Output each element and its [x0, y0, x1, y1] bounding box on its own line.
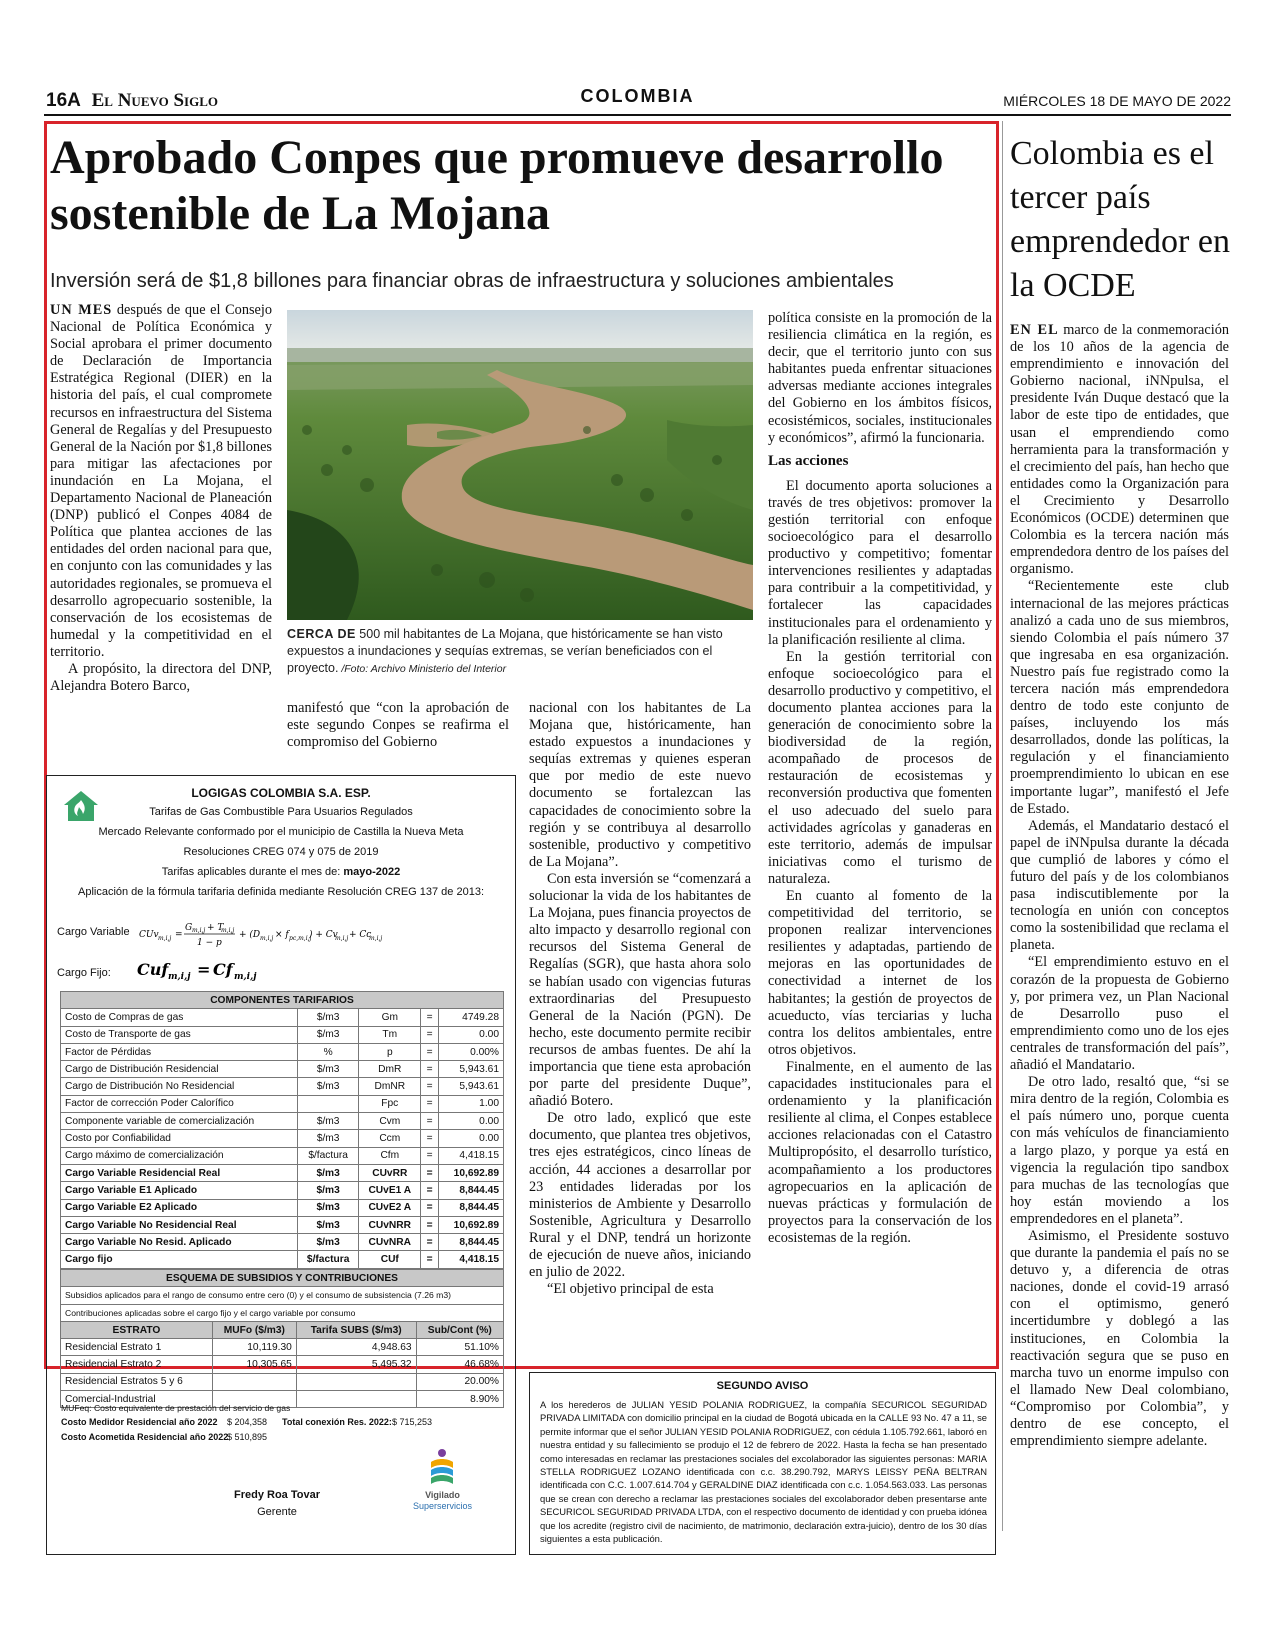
svg-text:m,i,j: m,i,j [168, 972, 191, 982]
component-symbol: CUvNRR [359, 1216, 421, 1233]
article-paragraph: política consiste en la promoción de la resiliencia climática en la región, es decir, que el territorio junto con sus habitantes pueda enfrentar situaciones adversas mediante acciones integrales del Gobierno en los ámbitos físicos, ecosistémicos, sociales, institucionales y económicos”, afirmó la funcionaria. [768, 310, 992, 446]
vigilado-text: Vigilado [425, 1490, 460, 1500]
component-row [61, 1182, 504, 1199]
article-paragraph: “El emprendimiento estuvo en el corazón de la propuesta de Gobierno y, por primera vez, un Plan Nacional de Desarrollo puso el emprendimiento como uno de los ejes centrales de transformación del país”, añadió el Mandatario. [1010, 954, 1229, 1074]
component-value: 4,418.15 [439, 1147, 504, 1164]
component-row [61, 1113, 504, 1130]
subsidies-note: Contribuciones aplicadas sobre el cargo fijo y el cargo variable por consumo [61, 1304, 504, 1321]
subsidies-cell: 5,495.32 [296, 1356, 416, 1373]
components-table [60, 991, 504, 1269]
cargo-variable-label: Cargo Variable [57, 926, 130, 938]
article-paragraph: “El objetivo principal de esta [547, 1281, 714, 1298]
component-row [61, 1026, 504, 1043]
subsidies-cell: Residencial Estrato 2 [61, 1356, 213, 1373]
component-value: 5,943.61 [439, 1078, 504, 1095]
component-name: Cargo de Distribución No Residencial [61, 1078, 298, 1095]
cargo-fijo-formula [137, 956, 287, 989]
component-unit: $/m3 [297, 1130, 359, 1147]
subsidies-column-header: Sub/Cont (%) [416, 1321, 503, 1338]
component-row [61, 1164, 504, 1181]
component-name: Cargo Variable Residencial Real [61, 1164, 298, 1181]
component-equals: = [421, 1164, 439, 1181]
component-name: Cargo Variable E1 Aplicado [61, 1182, 298, 1199]
subsidies-table [60, 1269, 504, 1408]
cargo-variable-formula [139, 916, 389, 957]
component-value: 10,692.89 [439, 1216, 504, 1233]
component-symbol: Tm [359, 1026, 421, 1043]
component-symbol: CUvE2 A [359, 1199, 421, 1216]
article-paragraph: Asimismo, el Presidente sostuvo que durante la pandemia el país no se detuvo y, a diferencia de otras naciones, donde el covid-19 arrasó con el optimismo, generó incertidumbre y doblegó a las instituciones, en Colombia la reactivación segura que se puso en marcha tuvo un enorme impulso con el llamado New Deal colombiano, “Compromiso por Colombia”, y dentro de ese concepto, el emprendimiento siempre adelante. [1010, 1227, 1229, 1450]
svg-text:pc,m,i,j: pc,m,i,j [289, 935, 312, 942]
svg-text:m,i,j: m,i,j [234, 972, 257, 982]
subsidies-cell: 10,305.65 [212, 1356, 296, 1373]
component-value: 5,943.61 [439, 1061, 504, 1078]
component-equals: = [421, 1026, 439, 1043]
article-paragraph: En la gestión territorial con enfoque socioecológico para el desarrollo productivo y competitivo, el documento plantea acciones para la generación de conocimiento sobre la biodiversidad de la región, acompañado de procesos de restauración de ecosistemas y reconversión productiva que fomenten el uso adecuado del suelo para actividades agrícolas y ganaderas en este territorio, además de impulsar iniciativas como el turismo de naturaleza. [768, 648, 992, 887]
component-row [61, 1234, 504, 1251]
subsidies-column-header: MUFo ($/m3) [212, 1321, 296, 1338]
component-unit: $/m3 [297, 1182, 359, 1199]
svg-text:× f: × f [275, 930, 289, 940]
superservicios-logo-icon [427, 1448, 457, 1488]
svg-text:G: G [185, 923, 193, 933]
gas-line: Aplicación de la fórmula tarifaria definida mediante Resolución CREG 137 de 2013: [77, 886, 484, 898]
component-equals: = [421, 1095, 439, 1112]
component-unit: $/factura [297, 1251, 359, 1268]
component-name: Cargo fijo [61, 1251, 298, 1268]
component-symbol: DmR [359, 1061, 421, 1078]
component-equals: = [421, 1009, 439, 1026]
subsidies-cell: 4,948.63 [296, 1339, 416, 1356]
component-name: Factor de Pérdidas [61, 1043, 298, 1060]
svg-text:CUv: CUv [139, 930, 159, 940]
component-unit: % [297, 1043, 359, 1060]
gas-line: Tarifas de Gas Combustible Para Usuarios Regulados [149, 806, 413, 818]
component-equals: = [421, 1182, 439, 1199]
article-paragraph: A propósito, la directora del DNP, Alejandra Botero Barco, [50, 660, 272, 695]
component-name: Cargo Variable No Resid. Aplicado [61, 1234, 298, 1251]
subsidies-cell: 8.90% [416, 1391, 503, 1408]
article-paragraph: Además, el Mandatario destacó el papel de iNNpulsa durante la década que cumplió de labores y cómo el futuro del país y de los colombianos pasa indiscutiblemente por la tecnología en unión con conceptos como la sostenibilidad que reclama el planeta. [1010, 817, 1229, 954]
component-unit: $/m3 [297, 1078, 359, 1095]
svg-text:+ Cc: + Cc [349, 930, 372, 940]
component-row [61, 1078, 504, 1095]
caption-text: 500 mil habitantes de La Mojana, que históricamente se han visto expuestos a inundaciones y sequías extremas, se verían beneficiados con el proyecto. [287, 627, 723, 675]
component-symbol: Cvm [359, 1113, 421, 1130]
column-divider [1002, 121, 1003, 1531]
component-unit [297, 1095, 359, 1112]
gas-tariff-notice [46, 775, 516, 1555]
article-column-4 [768, 310, 992, 1247]
component-value: 8,844.45 [439, 1234, 504, 1251]
component-value: 4,418.15 [439, 1251, 504, 1268]
component-symbol: CUf [359, 1251, 421, 1268]
acometida-value: $ 510,895 [227, 1432, 268, 1442]
subsidies-cell: 20.00% [416, 1373, 503, 1390]
component-row [61, 1095, 504, 1112]
component-equals: = [421, 1043, 439, 1060]
component-value: 4749.28 [439, 1009, 504, 1026]
svg-text:=: = [197, 960, 211, 979]
component-unit: $/m3 [297, 1216, 359, 1233]
subsidies-column-header: Tarifa SUBS ($/m3) [296, 1321, 416, 1338]
svg-text:m,i,j: m,i,j [158, 935, 172, 942]
side-article-body [1010, 322, 1229, 1450]
component-symbol: p [359, 1043, 421, 1060]
component-unit: $/m3 [297, 1113, 359, 1130]
article-paragraph: En cuanto al fomento de la competitividad del territorio, se proponen realizar intervenciones resilientes y adaptadas, partiendo de mejoras en las oportunidades de conectividad a internet de los habitantes; la gestión de proyectos de acueducto, vías terciarias y lucha contra los delitos ambientales, entre otros objetivos. [768, 888, 992, 1058]
subsidies-row [61, 1356, 504, 1373]
component-equals: = [421, 1199, 439, 1216]
component-symbol: Fpc [359, 1095, 421, 1112]
component-row [61, 1216, 504, 1233]
company-name: LOGIGAS COLOMBIA S.A. ESP. [191, 786, 371, 800]
svg-text:m,i,j: m,i,j [260, 935, 274, 942]
article-paragraph: después de que el Consejo Nacional de Política Económica y Social aprobara el primer documento de Declaración de Importancia Estratégica Regional (DIER) en la historia del país, el cual compromete recursos en infraestructura del Sistema General de Regalías y del Presupuesto General de la Nación por $1,8 billones para mitigar las afectaciones por inundación en La Mojana, el Departamento Nacional de Planeación (DNP) publicó el Conpes 4084 de Política que plantea acciones de las entidades del orden nacional para que, en conjunto con las comunidades y las autoridades regionales, se promueva el desarrollo agropecuario sostenible, la conservación de los ecosistemas de humedal y la competitividad en el territorio. [50, 302, 272, 660]
component-value: 0.00 [439, 1113, 504, 1130]
superservicios-text: Superservicios [412, 1501, 473, 1511]
component-unit: $/m3 [297, 1026, 359, 1043]
component-equals: = [421, 1061, 439, 1078]
subsidies-header: ESQUEMA DE SUBSIDIOS Y CONTRIBUCIONES [61, 1270, 504, 1287]
article-paragraph: Finalmente, en el aumento de las capacidades institucionales para el ordenamiento y la planificación resiliente al clima, el Conpes establece acciones relacionadas con el Catastro Multipropósito, el desarrollo turístico, acompañamiento a los productores agropecuarios en la aplicación de nuevas prácticas y formulación de proyectos para la conservación de los ecosistemas de la región. [768, 1058, 992, 1246]
component-unit: $/m3 [297, 1009, 359, 1026]
component-value: 0.00 [439, 1130, 504, 1147]
svg-text:m,i,j: m,i,j [192, 927, 206, 934]
masthead-logo: El Nuevo Siglo [91, 90, 218, 111]
subsidies-cell [296, 1391, 416, 1408]
article-lead: UN MES [50, 302, 113, 318]
svg-text:=: = [175, 930, 183, 940]
subsidies-cell: 51.10% [416, 1339, 503, 1356]
conexion-label: Total conexión Res. 2022: [282, 1417, 392, 1427]
component-symbol: Cfm [359, 1147, 421, 1164]
subsidies-note: Subsidios aplicados para el rango de consumo entre cero (0) y el consumo de subsistencia (7.26 m3) [61, 1287, 504, 1304]
component-row [61, 1009, 504, 1026]
component-name: Cargo Variable No Residencial Real [61, 1216, 298, 1233]
article-paragraph: De otro lado, explicó que este documento, que plantea tres objetivos, tres ejes estratégicos, cinco líneas de acción, 44 acciones a desarrollar por 23 entidades lideradas por los ministerios de Ambiente y Desarrollo Sostenible, Agricultura y Desarrollo Rural y el DNP, tendrá un horizonte de ejecución de nueve años, iniciando en julio de 2022. [529, 1110, 751, 1281]
svg-text:+ T: + T [207, 923, 224, 933]
component-row [61, 1251, 504, 1268]
component-row [61, 1130, 504, 1147]
medidor-value: $ 204,358 [227, 1417, 268, 1427]
component-symbol: Gm [359, 1009, 421, 1026]
article-column-3 [529, 700, 751, 1298]
component-symbol: CUvRR [359, 1164, 421, 1181]
article-paragraph: nacional con los habitantes de La Mojana que, históricamente, han estado expuestos a inundaciones y sequías extremas y quienes esperan que por medio de este nuevo documento se fortalezcan las capacidades de conocimiento sobre la región y se contribuya al desarrollo sostenible, productivo y competitivo de La Mojana”. [529, 700, 751, 870]
cargo-fijo-label: Cargo Fijo: [57, 967, 111, 979]
article-paragraph: “Recientemente este club internacional de las mejores prácticas analizó a cada uno de sus miembros, siendo Colombia el país número 37 que ingresaba en esa organización. Nuestro país fue registrado como la tercera nación más emprendedora dentro de todo este conjunto de países, incluyendo los más desarrollados, donde las políticas, la regulación y el financiamiento proemprendimiento lo ubican en ese importante lugar”, manifestó el Jefe de Estado. [1010, 578, 1229, 817]
article-column-1 [50, 302, 272, 695]
gas-period-label: Tarifas aplicables durante el mes de: [161, 866, 344, 878]
gas-line: Resoluciones CREG 074 y 075 de 2019 [183, 846, 379, 858]
signer-title: Gerente [257, 1506, 297, 1518]
subsidies-column-header: ESTRATO [61, 1321, 213, 1338]
component-equals: = [421, 1113, 439, 1130]
component-row [61, 1061, 504, 1078]
svg-text:1 − p: 1 − p [197, 938, 222, 948]
component-value: 1.00 [439, 1095, 504, 1112]
component-name: Costo de Transporte de gas [61, 1026, 298, 1043]
article-paragraph: Con esta inversión se “comenzará a solucionar la vida de los habitantes de La Mojana, pues financia proyectos de alto impacto y desarrollo regional con recursos del Sistema General de Regalías (SGR), que hasta ahora solo se habían usado con vigencias futuras extraordinarias del Presupuesto General de la Nación (PGN). De hecho, este documento permite recibir recursos de ambas fuentes. De ahí la importancia que tiene esta aprobación por parte del presidente Duque”, añadió Botero. [529, 870, 751, 1110]
component-equals: = [421, 1216, 439, 1233]
component-row [61, 1147, 504, 1164]
article-paragraph: El documento aporta soluciones a través de tres objetivos: promover la gestión territorial con enfoque socioecológico para el desarrollo productivo y competitivo; fomentar intervenciones resilientes y adaptadas para contribuir a la competitividad, y fortalecer las capacidades institucionales para el ordenamiento y la planificación resiliente al clima. [768, 477, 992, 648]
article-paragraph: marco de la conmemoración de los 10 años de la agencia de emprendimiento e innovación del Gobierno nacional, iNNpulsa, el presidente Iván Duque destacó que la labor de este tipo de entidades, que usan el emprendiendo como herramienta para la transformación y el crecimiento del país, han hecho que entidades como la Organización para el Crecimiento y Desarrollo Económicos (OCDE) determinen que Colombia es la tercera nación más emprendedora dentro de los países del organismo. [1010, 322, 1229, 578]
subsidies-cell: Residencial Estrato 1 [61, 1339, 213, 1356]
svg-text:+ (D: + (D [239, 930, 261, 940]
component-unit: $/m3 [297, 1164, 359, 1181]
article-column-2 [287, 700, 509, 751]
subsidies-row [61, 1339, 504, 1356]
subsidies-cell: Comercial-Industrial [61, 1391, 213, 1408]
article-paragraph: De otro lado, resaltó que, “si se mira dentro de la región, Colombia es el país número uno, porque cuenta con más vehículos de financiamiento a largo plazo, y porque ya está en vigencia la regulación tipo sandbox para muchas de las tecnologías que hoy están moviendo a los emprendedores en el planeta”. [1010, 1074, 1229, 1227]
component-equals: = [421, 1251, 439, 1268]
component-name: Costo de Compras de gas [61, 1009, 298, 1026]
subsidies-cell: 46.68% [416, 1356, 503, 1373]
side-article-lead: EN EL [1010, 322, 1059, 338]
subsidies-row [61, 1373, 504, 1390]
acometida-label: Costo Acometida Residencial año 2022 [61, 1432, 229, 1442]
component-equals: = [421, 1147, 439, 1164]
caption-lead: CERCA DE [287, 627, 356, 641]
svg-text:m,i,j: m,i,j [369, 935, 383, 942]
component-symbol: DmNR [359, 1078, 421, 1095]
component-name: Cargo Variable E2 Aplicado [61, 1199, 298, 1216]
component-name: Costo por Confiabilidad [61, 1130, 298, 1147]
photo-caption [287, 626, 753, 678]
section-heading: Las acciones [768, 452, 849, 469]
components-header: COMPONENTES TARIFARIOS [61, 992, 504, 1009]
subsidies-column-headers [61, 1321, 504, 1338]
signer-name: Fredy Roa Tovar [234, 1489, 320, 1501]
component-symbol: CUvNRA [359, 1234, 421, 1251]
photo-credit: /Foto: Archivo Ministerio del Interior [338, 663, 507, 675]
subsidies-cell: Residencial Estratos 5 y 6 [61, 1373, 213, 1390]
component-unit: $/m3 [297, 1061, 359, 1078]
component-unit: $/m3 [297, 1234, 359, 1251]
page-number: 16A [46, 90, 81, 111]
medidor-label: Costo Medidor Residencial año 2022 [61, 1417, 218, 1427]
component-value: 8,844.45 [439, 1182, 504, 1199]
component-symbol: Ccm [359, 1130, 421, 1147]
mojana-aerial-photo [287, 310, 753, 620]
component-equals: = [421, 1130, 439, 1147]
subsidies-cell: 10,119.30 [212, 1339, 296, 1356]
svg-text:) + Cv: ) + Cv [309, 930, 338, 940]
conexion-value: $ 715,253 [392, 1417, 433, 1427]
gas-period-value: mayo-2022 [343, 866, 401, 878]
component-unit: $/m3 [297, 1199, 359, 1216]
mufeq-note: MUFeq: Costo equivalente de prestación del servicio de gas [61, 1403, 291, 1413]
svg-text:m,i,j: m,i,j [335, 935, 349, 942]
subsidies-cell [296, 1373, 416, 1390]
svg-text:m,i,j: m,i,j [221, 927, 235, 934]
component-row [61, 1043, 504, 1060]
component-name: Factor de corrección Poder Calorífico [61, 1095, 298, 1112]
component-value: 0.00% [439, 1043, 504, 1060]
gas-line: Mercado Relevante conformado por el municipio de Castilla la Nueva Meta [98, 826, 464, 838]
subsidies-cell [212, 1373, 296, 1390]
article-paragraph: manifestó que “con la aprobación de este segundo Conpes se reafirma el compromiso del Gobierno [287, 700, 509, 751]
article-title: Aprobado Conpes que promueve desarrollo sostenible de La Mojana [50, 131, 944, 240]
component-symbol: CUvE1 A [359, 1182, 421, 1199]
issue-date: MIÉRCOLES 18 DE MAYO DE 2022 [1003, 93, 1231, 109]
legal-notice-title: SEGUNDO AVISO [716, 1380, 809, 1392]
component-value: 0.00 [439, 1026, 504, 1043]
legal-notice-box [529, 1372, 996, 1555]
section-name: COLOMBIA [580, 86, 695, 106]
gas-period [47, 866, 515, 878]
component-row [61, 1199, 504, 1216]
header-divider [44, 114, 1231, 116]
svg-text:Cuf: Cuf [137, 960, 169, 979]
side-article-title: Colombia es el tercer país emprendedor en la OCDE [1010, 135, 1230, 304]
component-name: Cargo de Distribución Residencial [61, 1061, 298, 1078]
component-name: Cargo máximo de comercialización [61, 1147, 298, 1164]
svg-text:Cf: Cf [213, 960, 233, 979]
component-equals: = [421, 1078, 439, 1095]
component-equals: = [421, 1234, 439, 1251]
article-subtitle: Inversión será de $1,8 billones para financiar obras de infraestructura y soluciones ambientales [50, 270, 894, 292]
component-value: 10,692.89 [439, 1164, 504, 1181]
legal-notice-body: A los herederos de JULIAN YESID POLANIA RODRIGUEZ, la compañía SECURICOL SEGURIDAD PRIVADA LIMITADA con domicilio principal en la ciudad de Bogotá ubicada en la CALLE 93 No. 47 a 11, se permite informar que el señor JULIAN YESID POLANIA RODRIGUEZ, con cédula 1.105.792.661, laboró en nuestra entidad y su fallecimiento se produjo el 12 de febrero de 2022. Hasta la fecha se han presentado como interesadas en reclamar las prestaciones sociales del excolaborador las siguientes personas: MARIA STELLA RODRIGUEZ LOZANO identificada con c.c. 38.290.792, MARYS LEISSY PEÑA BELTRAN identificada con C.C. 1.007.614.704 y GERALDINE DIAZ identificada con c.c. 1.054.563.033. Las personas que se crean con derecho a reclamar las prestaciones sociales del excolaborador deben presentarse ante SECURICOL SEGURIDAD PRIVADA LTDA, con el respectivo documento de identidad y con prueba idónea que los acredite (registro civil de nacimiento, de matrimonio, declaración extra-juicio), dentro de los 30 días siguientes a esta publicación. [540, 1399, 987, 1545]
component-unit: $/factura [297, 1147, 359, 1164]
component-value: 8,844.45 [439, 1199, 504, 1216]
component-name: Componente variable de comercialización [61, 1113, 298, 1130]
